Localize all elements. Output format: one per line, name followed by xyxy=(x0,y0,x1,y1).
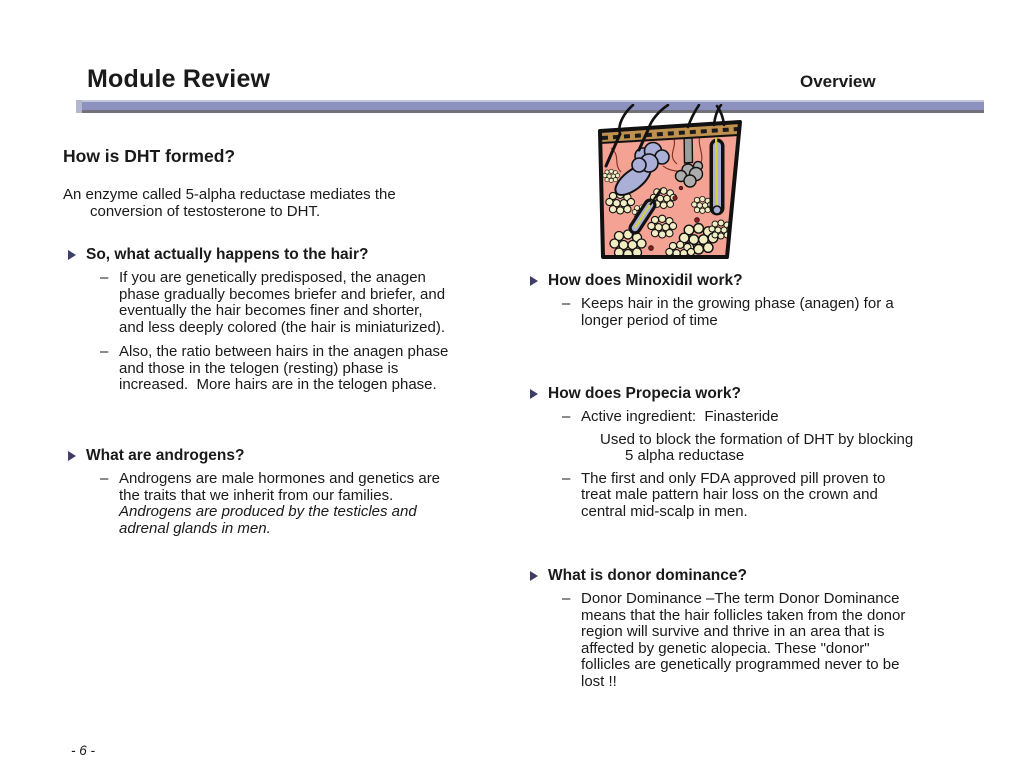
topic-question: How does Propecia work? xyxy=(548,385,741,402)
sub-bullet xyxy=(63,270,513,336)
dash-bullet-icon: – xyxy=(562,590,571,607)
sub-note-text: Used to block the formation of DHT by blocking 5 alpha reductase xyxy=(600,430,918,464)
triangle-bullet-icon xyxy=(68,451,76,461)
sub-bullet-text-italic: Androgens are produced by the testicles and adrenal glands in men. xyxy=(119,503,421,537)
topic-question: What are androgens? xyxy=(86,447,245,464)
sub-bullet-text xyxy=(581,591,917,690)
sub-bullet-text-main: Androgens are male hormones and genetics are the traits that we inherit from our families. xyxy=(119,470,445,504)
dash-bullet-icon: – xyxy=(100,343,109,360)
triangle-bullet-icon xyxy=(530,571,538,581)
sub-bullet xyxy=(63,471,513,537)
triangle-bullet-icon xyxy=(530,276,538,286)
page-number: - 6 - xyxy=(71,743,96,758)
intro-paragraph: An enzyme called 5-alpha reductase mediates the conversion of testosterone to DHT. xyxy=(63,186,396,220)
topic-hair xyxy=(63,245,513,394)
sub-bullet-text xyxy=(581,471,917,521)
dash-bullet-icon: – xyxy=(100,470,109,487)
divider-bar xyxy=(76,100,984,113)
topic-question: How does Minoxidil work? xyxy=(548,272,743,289)
sub-bullet-text-main: Also, the ratio between hairs in the anagen phase and those in the telogen (resting) phase is increased. More hairs are in the telogen phase. xyxy=(119,343,453,393)
dash-bullet-icon: – xyxy=(562,469,571,487)
sub-bullet-text xyxy=(119,270,450,336)
section-heading: How is DHT formed? xyxy=(63,146,236,166)
sub-bullet-text-main: Donor Dominance –The term Donor Dominance means that the hair follicles taken from the donor region will survive and thrive in an area that is affected by genetic alopecia. These "donor" follicles are genetically programmed never to be lost !! xyxy=(581,590,910,690)
sub-bullet-text xyxy=(119,471,450,537)
triangle-bullet-icon xyxy=(530,389,538,399)
sub-bullet-text xyxy=(119,343,453,394)
skin-cross-section-illustration xyxy=(593,104,747,260)
sub-bullet xyxy=(525,409,975,426)
sub-bullet-text-main: If you are genetically predisposed, the anagen phase gradually becomes briefer and briefer, and eventually the hair becomes finer and shorter, and less deeply colored (the hair is miniaturized). xyxy=(119,269,450,336)
topic-minoxidil xyxy=(525,271,975,329)
topic-androgens xyxy=(63,446,513,537)
sub-bullet-text-main: The first and only FDA approved pill proven to treat male pattern hair loss on the crown and central mid-scalp in men. xyxy=(581,469,890,520)
corner-label: Overview xyxy=(800,72,876,91)
sub-bullet-text-main: Active ingredient: Finasteride xyxy=(581,408,779,425)
sub-bullet xyxy=(525,296,975,329)
topic-question: What is donor dominance? xyxy=(548,567,747,584)
sub-bullet xyxy=(63,344,513,394)
dash-bullet-icon: – xyxy=(562,295,571,312)
topic-propecia xyxy=(525,384,975,520)
sub-bullet-text-main: Keeps hair in the growing phase (anagen) for a longer period of time xyxy=(581,295,898,329)
sub-bullet-text xyxy=(581,296,917,329)
dash-bullet-icon: – xyxy=(100,269,109,286)
page-title: Module Review xyxy=(87,65,271,93)
sub-bullet xyxy=(525,591,975,690)
dash-bullet-icon: – xyxy=(562,408,571,425)
triangle-bullet-icon xyxy=(68,250,76,260)
sub-bullet xyxy=(525,471,975,521)
topic-donor-dominance xyxy=(525,566,975,690)
hair-follicle-right xyxy=(713,129,721,214)
topic-question: So, what actually happens to the hair? xyxy=(86,246,369,263)
sub-bullet-text xyxy=(581,409,917,426)
